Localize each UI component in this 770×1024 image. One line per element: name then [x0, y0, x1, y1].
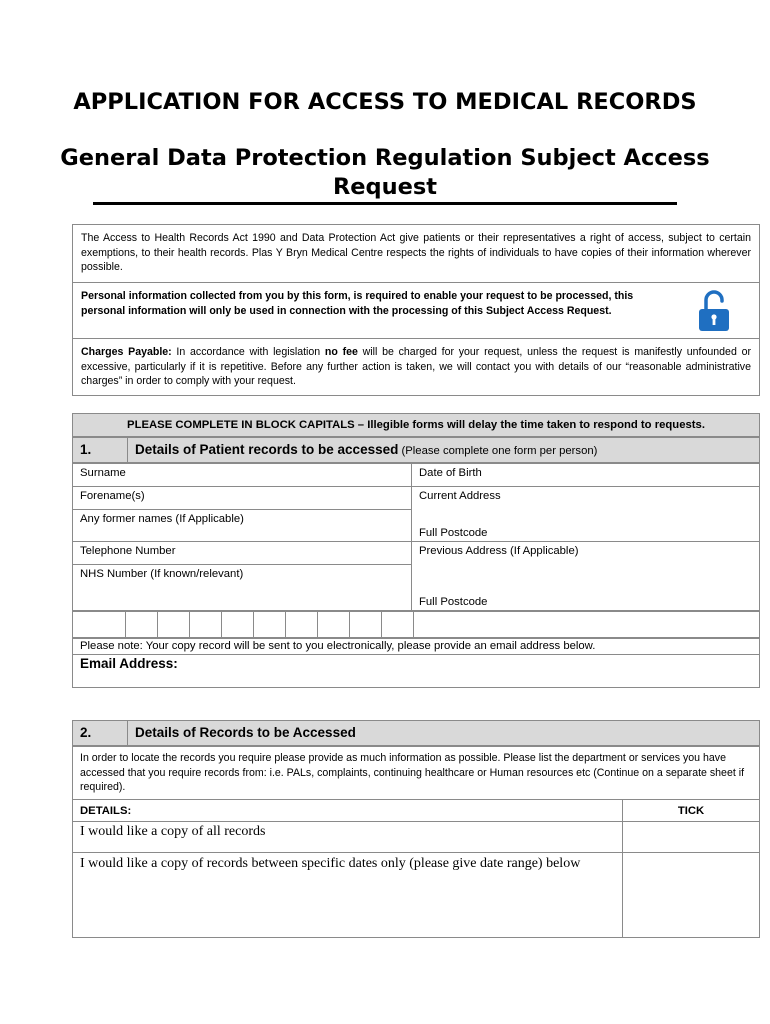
nhs-digit-box[interactable]: [382, 612, 414, 638]
section-1-note: (Please complete one form per person): [398, 445, 598, 457]
records-option-all: I would like a copy of all records: [73, 821, 623, 852]
title-sub: General Data Protection Regulation Subject Access Request: [60, 145, 710, 200]
nhs-digit-box[interactable]: [126, 612, 158, 638]
full-postcode-label-1: Full Postcode: [419, 527, 488, 539]
forenames-field[interactable]: Forename(s): [73, 487, 412, 510]
charges-text-b: will be charged for your request, unless the request is manifestly unfounded or excessive, particularly if it is repetitive. Before any further action is taken, we will contact you with details of our “reasonable administrative charges” in order to comply with your request.: [81, 346, 751, 387]
email-address-field[interactable]: Email Address:: [73, 655, 760, 688]
details-header: DETAILS:: [73, 799, 623, 821]
charges-label: Charges Payable:: [81, 346, 172, 358]
nhs-number-spare: [414, 612, 760, 638]
intro-box: [72, 224, 760, 396]
former-names-field[interactable]: Any former names (If Applicable): [73, 510, 412, 542]
nhs-digit-box[interactable]: [190, 612, 222, 638]
no-fee-text: no fee: [324, 346, 358, 358]
previous-address-label: Previous Address (If Applicable): [419, 545, 579, 557]
privacy-notice: [73, 283, 759, 339]
records-option-dates: I would like a copy of records between specific dates only (please give date range) below: [73, 852, 623, 937]
email-note: Please note: Your copy record will be sent to you electronically, please provide an email address below.: [73, 639, 760, 655]
tick-header: TICK: [623, 799, 760, 821]
section-2: [72, 720, 760, 938]
privacy-text: Personal information collected from you by this form, is required to enable your request to be processed, this personal information will only be used in connection with the processing of this Subject Access Request.: [81, 290, 634, 317]
section-1-number: 1.: [73, 438, 128, 463]
tick-box-all[interactable]: [623, 821, 760, 852]
nhs-digit-box[interactable]: [222, 612, 254, 638]
nhs-digit-box[interactable]: [318, 612, 350, 638]
nhs-digit-box[interactable]: [158, 612, 190, 638]
open-padlock-icon: [697, 289, 731, 333]
tick-box-dates[interactable]: [623, 852, 760, 937]
section-2-instructions: In order to locate the records you require please provide as much information as possible. Please list the department or services you have accessed that you require records from: i.e. PALs, complaints, continuing healthcare or Human resources etc (Continue on a separate sheet if required).: [73, 747, 760, 800]
surname-field[interactable]: Surname: [73, 464, 412, 487]
section-1-title: Details of Patient records to be accessed: [135, 442, 399, 457]
nhs-digit-box[interactable]: [254, 612, 286, 638]
section-2-heading: Details of Records to be Accessed: [128, 721, 760, 746]
section-2-number: 2.: [73, 721, 128, 746]
intro-paragraph: The Access to Health Records Act 1990 and Data Protection Act give patients or their representatives a right of access, subject to certain exemptions, to their health records. Plas Y Bryn Medical Centre respects the rights of individuals to have copies of their information wherever possible.: [73, 225, 759, 283]
section-1-heading: [128, 438, 760, 463]
full-postcode-label-2: Full Postcode: [419, 596, 488, 608]
nhs-digit-box[interactable]: [73, 612, 126, 638]
title-main: APPLICATION FOR ACCESS TO MEDICAL RECORDS: [73, 89, 697, 115]
charges-paragraph: [73, 339, 759, 395]
title-underline: [93, 202, 677, 205]
block-capitals-banner: PLEASE COMPLETE IN BLOCK CAPITALS – Illegible forms will delay the time taken to respond to requests.: [73, 414, 760, 437]
nhs-digit-box[interactable]: [350, 612, 382, 638]
nhs-digit-box[interactable]: [286, 612, 318, 638]
previous-address-field[interactable]: [412, 542, 760, 611]
telephone-field[interactable]: Telephone Number: [73, 542, 412, 565]
current-address-field[interactable]: [412, 487, 760, 542]
dob-field[interactable]: Date of Birth: [412, 464, 760, 487]
nhs-number-field[interactable]: NHS Number (If known/relevant): [73, 565, 412, 611]
charges-text-a: In accordance with legislation: [171, 346, 325, 358]
section-1: [72, 413, 760, 688]
current-address-label: Current Address: [419, 490, 501, 502]
